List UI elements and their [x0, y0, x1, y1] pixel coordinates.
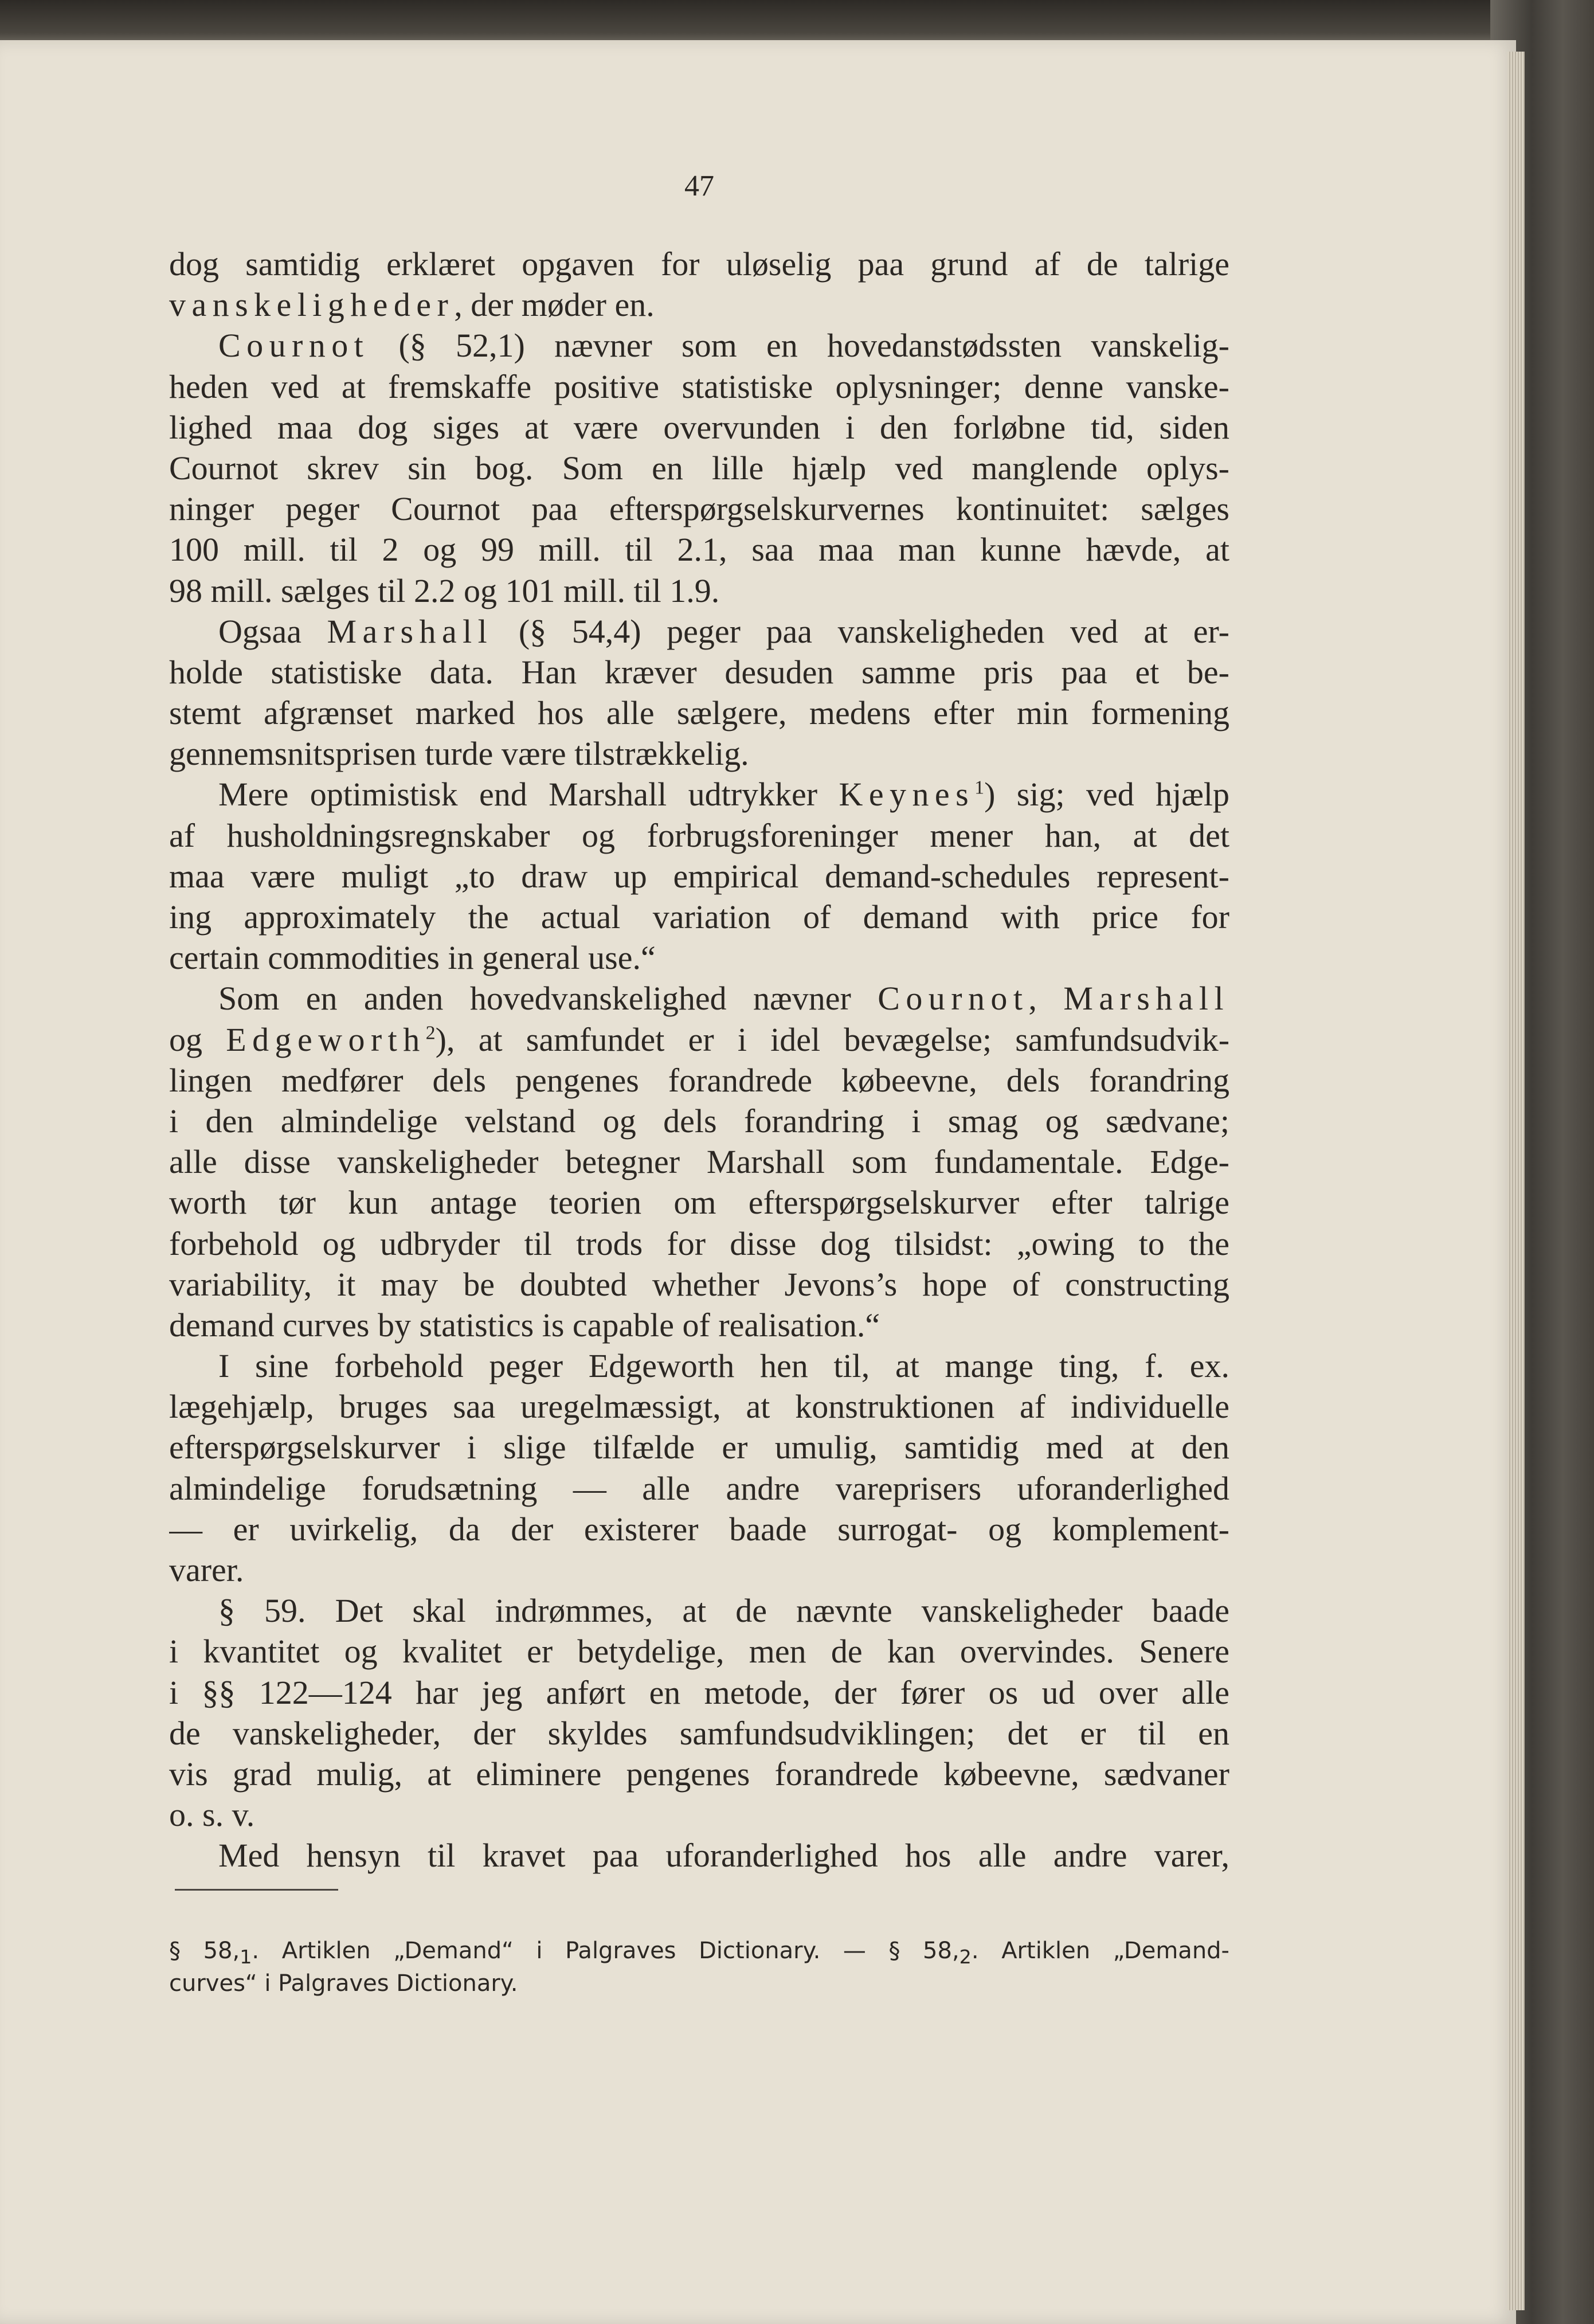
spaced-name: Cournot: [878, 980, 1029, 1018]
spaced-name: Keynes: [839, 776, 975, 813]
text-line: [169, 856, 1229, 897]
text-run: efterspørgselskurver i slige tilfælde er umulig, samtidig med at den: [169, 1429, 1229, 1466]
footnote-line: [169, 1935, 1229, 1967]
text-run: ing approximately the actual variation of demand with price for: [169, 898, 1229, 936]
spaced-name: Edgeworth: [226, 1020, 426, 1058]
text-run: gennemsnitsprisen turde være tilstrækkelig.: [169, 735, 749, 773]
text-line: [169, 1386, 1229, 1427]
text-line: [169, 244, 1229, 284]
text-run: 98 mill. sælges til 2.2 og 101 mill. til 1.9.: [169, 572, 720, 609]
text-run: ninger peger Cournot paa efterspørgselskurvernes kontinuitet: sælges: [169, 490, 1229, 528]
page-number: 47: [684, 170, 714, 202]
text-line: [169, 937, 1229, 978]
text-line: [169, 448, 1229, 488]
text-run: certain commodities in general use.“: [169, 939, 656, 977]
text-line: [169, 1101, 1229, 1141]
text-run: . Artiklen „Demand“ i Palgraves Dictionary. — § 58,: [252, 1938, 959, 1964]
text-line: [169, 733, 1229, 774]
text-run: de vanskeligheder, der skyldes samfundsudviklingen; det er til en: [169, 1714, 1229, 1752]
text-line: [169, 284, 1229, 325]
body-text: [169, 244, 1229, 1876]
text-run: Som en anden hovedvanskelighed nævner: [218, 980, 878, 1018]
text-line: [169, 652, 1229, 692]
footnote-rule: [175, 1889, 338, 1891]
text-run: ) sig; ved hjælp: [984, 776, 1229, 813]
text-run: o. s. v.: [169, 1796, 255, 1834]
text-run: I sine forbehold peger Edgeworth hen til, at mange ting, f. ex.: [218, 1347, 1229, 1385]
text-line: [169, 897, 1229, 937]
text-run: , der møder en.: [454, 286, 655, 324]
footnote-line: [169, 1967, 1229, 2000]
text-line: [169, 1509, 1229, 1550]
spaced-name: Marshall: [327, 612, 494, 650]
text-run: af husholdningsregnskaber og forbrugsforeninger mener han, at det: [169, 816, 1229, 854]
text-run: i kvantitet og kvalitet er betydelige, men de kan overvindes. Senere: [169, 1633, 1229, 1670]
text-run: ), at samfundet er i idel bevægelse; samfundsudvik-: [435, 1020, 1229, 1058]
text-run: variability, it may be doubted whether Jevons’s hope of constructing: [169, 1265, 1229, 1303]
text-run: Mere optimistisk end Marshall udtrykker: [218, 776, 839, 813]
text-line: [169, 1835, 1229, 1876]
spaced-name: Marshall: [1063, 980, 1229, 1018]
text-line: [169, 1672, 1229, 1713]
text-line: [169, 1713, 1229, 1754]
text-run: stemt afgrænset marked hos alle sælgere, medens efter min formening: [169, 694, 1229, 732]
text-run: 2: [425, 1022, 436, 1044]
text-run: . Artiklen „Demand-: [971, 1938, 1229, 1964]
text-run: dog samtidig erklæret opgaven for uløselig paa grund af de talrige: [169, 245, 1229, 283]
text-line: [169, 1631, 1229, 1672]
text-line: [169, 1305, 1229, 1345]
text-run: § 59. Det skal indrømmes, at de nævnte vanskeligheder baade: [218, 1592, 1229, 1630]
text-run: curves“ i Palgraves Dictionary.: [169, 1970, 518, 1997]
text-line: [169, 1754, 1229, 1794]
text-run: 1: [974, 777, 985, 799]
text-line: [169, 488, 1229, 529]
text-run: (§ 54,4) peger paa vanskeligheden ved at er-: [493, 612, 1229, 650]
text-line: [169, 1468, 1229, 1509]
text-line: [169, 1550, 1229, 1590]
text-run: 1: [240, 1946, 252, 1967]
text-line: [169, 366, 1229, 407]
text-run: holde statistiske data. Han kræver desuden samme pris paa et be-: [169, 653, 1229, 691]
text-line: [169, 570, 1229, 611]
text-run: 2: [959, 1946, 972, 1967]
text-run: i den almindelige velstand og dels forandring i smag og sædvane;: [169, 1102, 1229, 1140]
text-run: § 58,: [169, 1938, 240, 1964]
text-line: [169, 1345, 1229, 1386]
footnotes: [169, 1935, 1229, 2000]
text-line: [169, 1794, 1229, 1835]
text-run: ,: [1028, 980, 1064, 1018]
text-line: [169, 1060, 1229, 1101]
text-line: [169, 815, 1229, 856]
text-run: Med hensyn til kravet paa uforanderlighed hos alle andre varer,: [218, 1837, 1229, 1875]
text-line: [169, 1427, 1229, 1468]
text-line: [169, 692, 1229, 733]
text-run: (§ 52,1) nævner som en hovedanstødssten vanskelig-: [369, 327, 1229, 365]
text-run: almindelige forudsætning — alle andre vareprisers uforanderlighed: [169, 1469, 1229, 1507]
text-line: [169, 1264, 1229, 1305]
text-line: [169, 1141, 1229, 1182]
text-run: alle disse vanskeligheder betegner Marshall som fundamentale. Edge-: [169, 1143, 1229, 1181]
text-run: heden ved at fremskaffe positive statistiske oplysninger; denne vanske-: [169, 367, 1229, 405]
text-run: worth tør kun antage teorien om efterspørgselskurver efter talrige: [169, 1184, 1229, 1222]
text-line: [169, 325, 1229, 366]
text-line: [169, 1019, 1229, 1060]
text-line: [169, 1182, 1229, 1223]
text-run: Ogsaa: [218, 612, 327, 650]
text-run: maa være muligt „to draw up empirical demand-schedules represent-: [169, 857, 1229, 895]
text-line: [169, 1223, 1229, 1264]
text-line: [169, 611, 1229, 652]
text-run: forbehold og udbryder til trods for disse dog tilsidst: „owing to the: [169, 1224, 1229, 1262]
text-run: lingen medfører dels pengenes forandrede købeevne, dels forandring: [169, 1061, 1229, 1099]
text-run: lægehjælp, bruges saa uregelmæssigt, at konstruktionen af individuelle: [169, 1388, 1229, 1426]
text-line: [169, 978, 1229, 1019]
text-line: [169, 1590, 1229, 1631]
page-stack-edge: [1507, 52, 1525, 2310]
spaced-name: vanskeligheder: [169, 286, 455, 324]
text-run: lighed maa dog siges at være overvunden i den forløbne tid, siden: [169, 408, 1229, 446]
text-line: [169, 407, 1229, 448]
text-run: demand curves by statistics is capable of realisation.“: [169, 1306, 880, 1344]
text-run: 100 mill. til 2 og 99 mill. til 2.1, saa maa man kunne hævde, at: [169, 531, 1229, 569]
text-run: vis grad mulig, at eliminere pengenes forandrede købeevne, sædvaner: [169, 1755, 1229, 1793]
text-line: [169, 774, 1229, 815]
text-line: [169, 529, 1229, 570]
text-run: i §§ 122—124 har jeg anført en metode, der fører os ud over alle: [169, 1673, 1229, 1711]
text-run: Cournot skrev sin bog. Som en lille hjælp ved manglende oplys-: [169, 449, 1229, 487]
text-run: varer.: [169, 1551, 244, 1589]
spaced-name: Cournot: [218, 327, 370, 365]
text-run: og: [169, 1020, 226, 1058]
text-run: — er uvirkelig, da der existerer baade surrogat- og komplement-: [169, 1510, 1229, 1548]
